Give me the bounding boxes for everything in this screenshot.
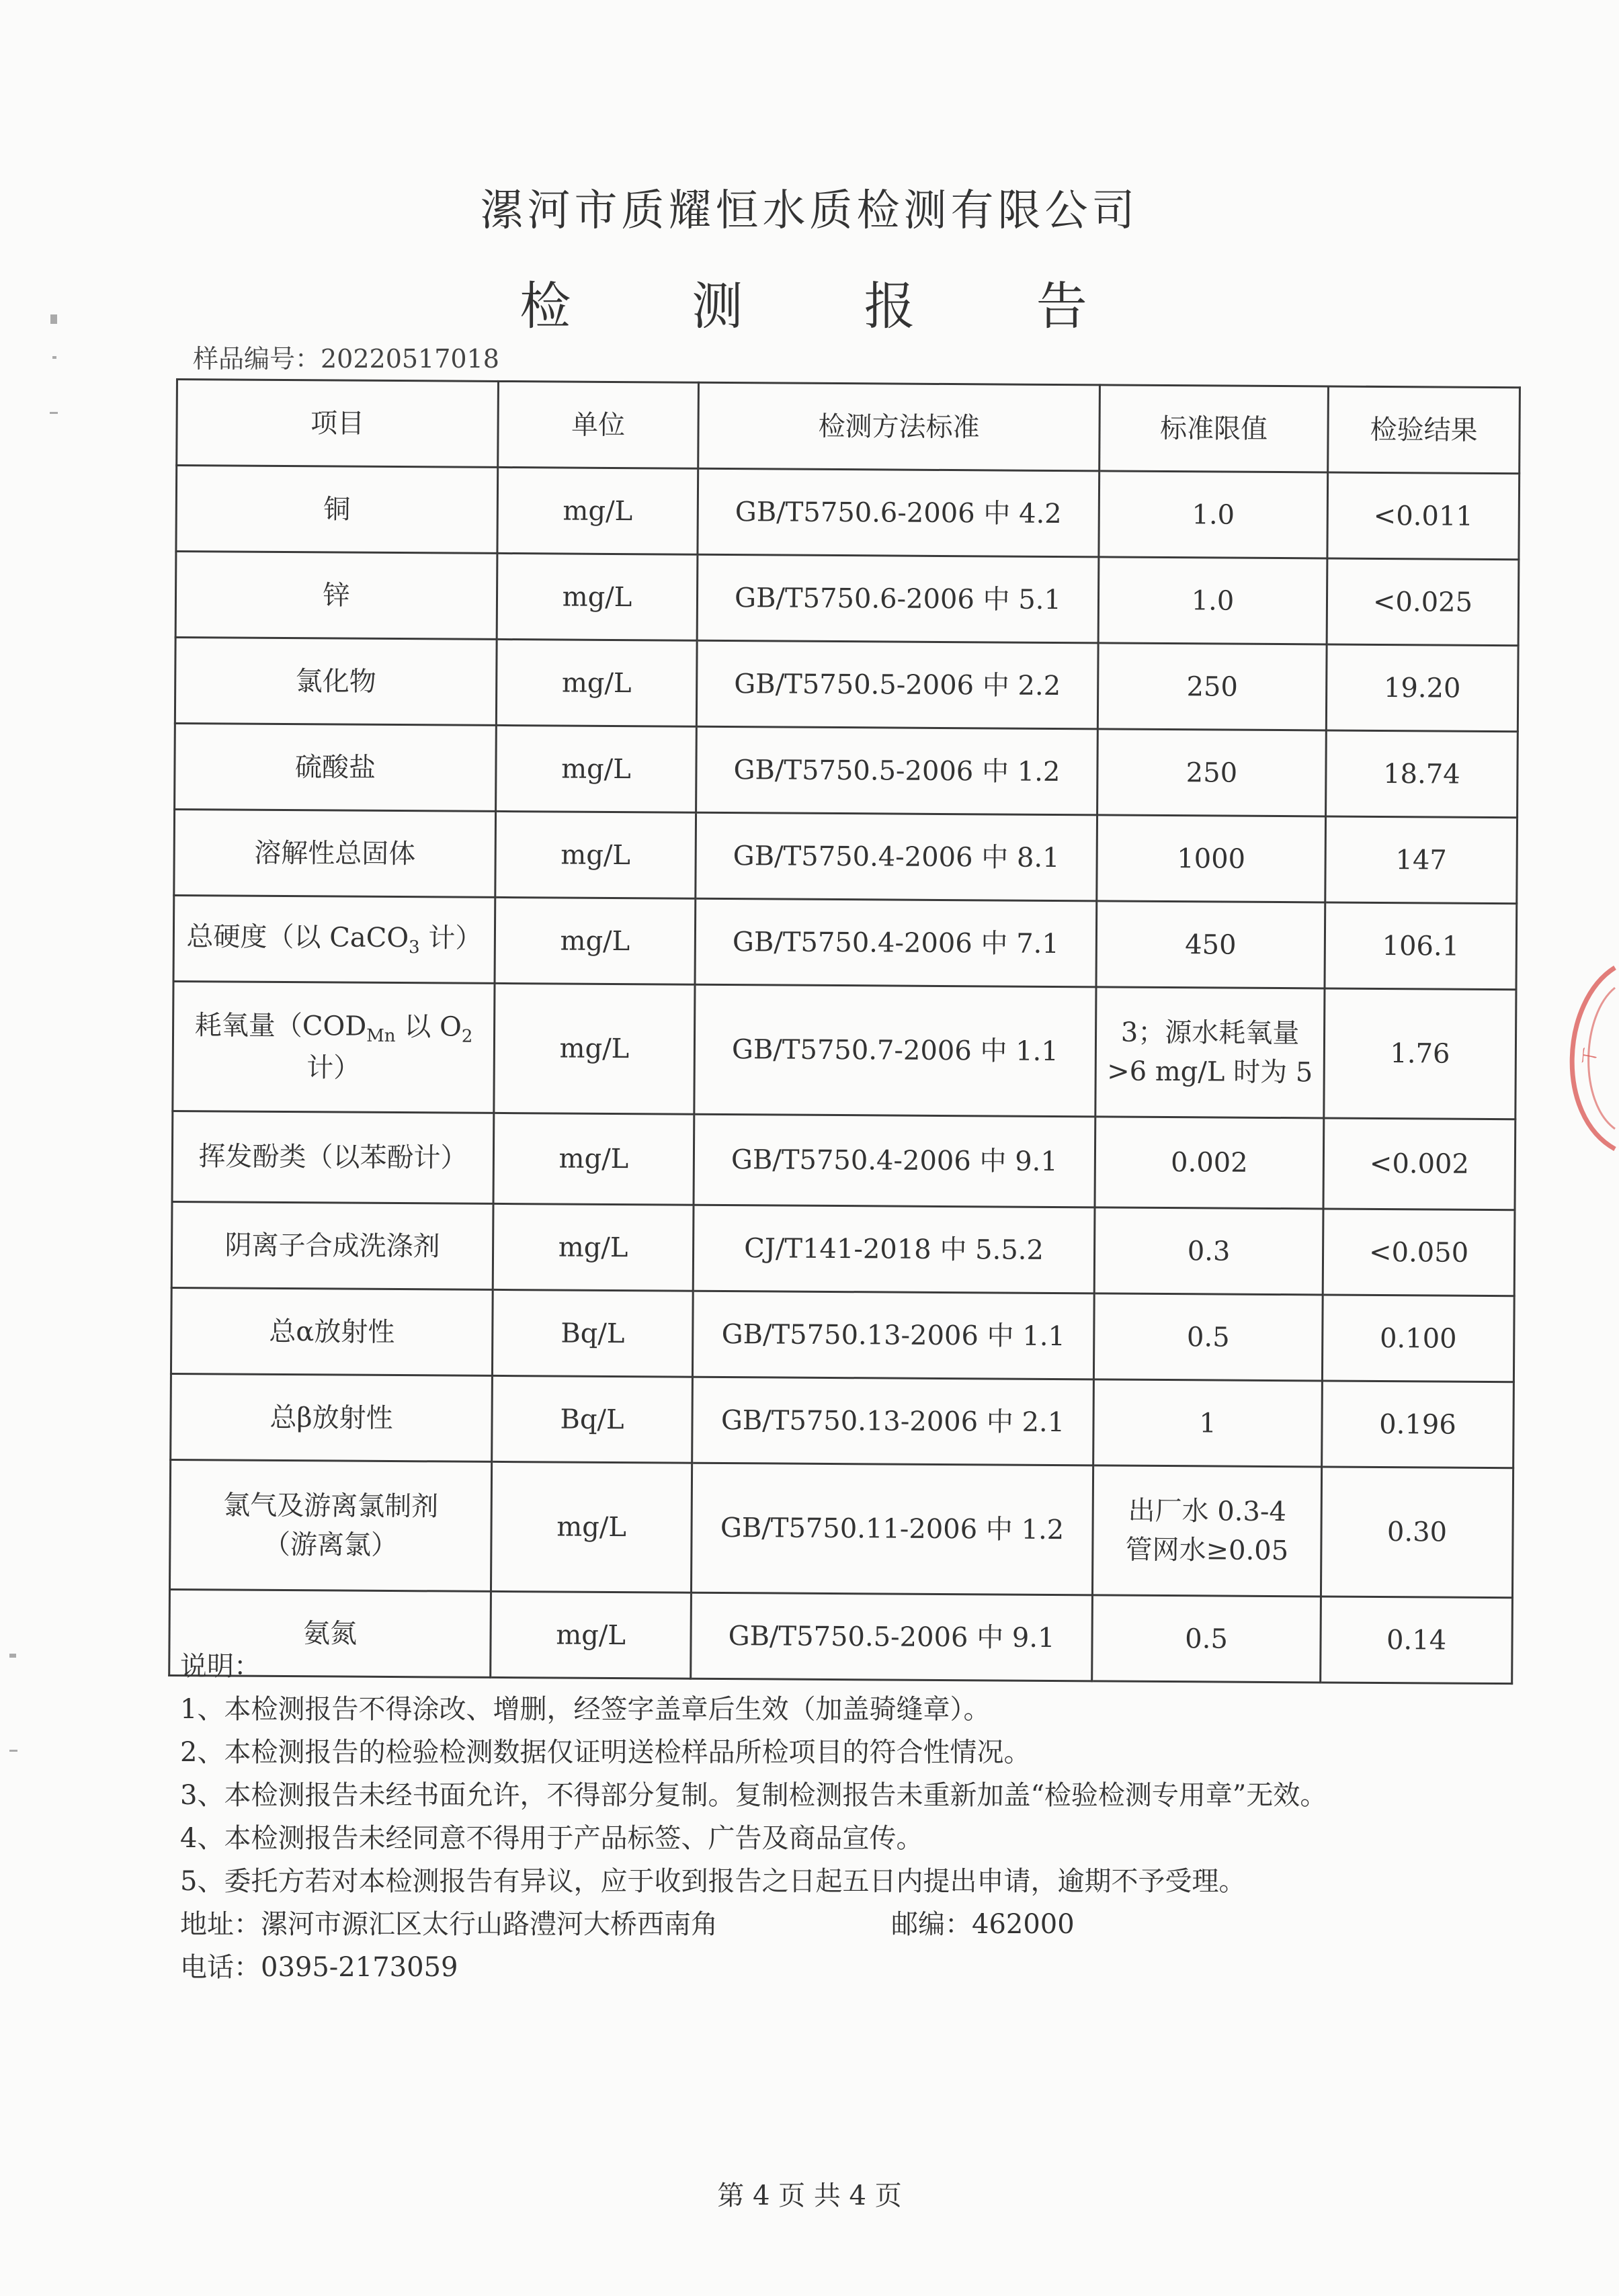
column-header-item: 项目 — [177, 380, 499, 468]
result-cell: <0.050 — [1323, 1209, 1515, 1296]
note-item: 4、本检测报告未经同意不得用于产品标签、广告及商品宣传。 — [180, 1823, 923, 1854]
item-cell: 氯化物 — [175, 638, 497, 726]
method-cell: GB/T5750.4-2006 中 7.1 — [695, 898, 1097, 987]
method-cell: GB/T5750.13-2006 中 1.1 — [692, 1291, 1094, 1379]
limit-cell: 3；源水耗氧量>6 mg/L 时为 5 — [1095, 987, 1325, 1118]
result-cell: 0.14 — [1321, 1597, 1513, 1684]
limit-cell: 250 — [1097, 729, 1327, 816]
limit-cell: 1.0 — [1099, 471, 1328, 558]
table-row — [173, 981, 1516, 1119]
binding-mark — [50, 314, 57, 324]
result-cell: <0.011 — [1327, 472, 1520, 560]
result-cell: 0.100 — [1322, 1295, 1514, 1382]
unit-cell: Bq/L — [492, 1375, 693, 1463]
unit-cell: mg/L — [495, 811, 696, 898]
binding-mark — [52, 356, 56, 359]
method-cell: GB/T5750.13-2006 中 2.1 — [692, 1377, 1094, 1465]
table-row — [171, 1373, 1514, 1468]
table-row — [173, 895, 1517, 989]
item-cell: 总硬度（以 CaCO$_3$ 计） — [173, 895, 495, 983]
note-item: 2、本检测报告的检验检测数据仅证明送检样品所检项目的符合性情况。 — [180, 1737, 1031, 1768]
limit-cell: 0.5 — [1093, 1293, 1323, 1381]
note-item: 3、本检测报告未经书面允许，不得部分复制。复制检测报告未重新加盖“检验检测专用章”无效。 — [180, 1780, 1327, 1811]
address-line — [180, 1903, 1327, 1946]
limit-cell: 1 — [1093, 1379, 1323, 1467]
method-cell: GB/T5750.5-2006 中 9.1 — [691, 1592, 1093, 1681]
item-cell: 氯气及游离氯制剂 （游离氯） — [169, 1459, 491, 1591]
report-title: 检 测 报 告 — [520, 276, 1140, 336]
item-cell: 总α放射性 — [171, 1287, 493, 1375]
result-cell: 0.30 — [1321, 1467, 1513, 1598]
method-cell: CJ/T141-2018 中 5.5.2 — [693, 1205, 1095, 1293]
method-cell: GB/T5750.4-2006 中 8.1 — [696, 812, 1097, 901]
limit-cell: 出厂水 0.3-4 管网水≥0.05 — [1092, 1465, 1321, 1597]
notes-section — [180, 1645, 1327, 1989]
item-cell: 溶解性总固体 — [174, 809, 496, 897]
binding-mark — [50, 412, 58, 414]
note-item: 1、本检测报告不得涂改、增删，经签字盖章后生效（加盖骑缝章）。 — [180, 1694, 991, 1725]
item-cell: 挥发酚类（以苯酚计） — [172, 1111, 494, 1203]
table-row — [175, 552, 1519, 646]
sample-number: 样品编号：20220517018 — [193, 344, 499, 374]
limit-cell: 1.0 — [1098, 557, 1327, 644]
method-cell: GB/T5750.6-2006 中 5.1 — [697, 554, 1099, 643]
result-cell: 18.74 — [1326, 730, 1518, 818]
unit-cell: mg/L — [493, 1113, 694, 1205]
limit-cell: 450 — [1096, 901, 1325, 988]
method-cell: GB/T5750.6-2006 中 4.2 — [698, 468, 1099, 557]
item-cell: 总β放射性 — [171, 1373, 493, 1461]
table-row — [169, 1459, 1513, 1597]
unit-cell: mg/L — [493, 1203, 694, 1291]
unit-cell: mg/L — [495, 897, 696, 984]
company-name: 漯河市质耀恒水质检测有限公司 — [480, 186, 1139, 236]
item-cell: 锌 — [175, 552, 497, 640]
result-cell: 0.196 — [1322, 1381, 1514, 1468]
table-row — [176, 466, 1520, 560]
unit-cell: mg/L — [496, 725, 697, 812]
unit-cell: mg/L — [491, 1461, 692, 1592]
unit-cell: mg/L — [497, 553, 698, 640]
method-cell: GB/T5750.5-2006 中 2.2 — [696, 640, 1098, 729]
column-header-limit: 标准限值 — [1099, 385, 1329, 472]
result-cell: <0.025 — [1327, 558, 1519, 646]
binding-mark — [9, 1750, 17, 1752]
method-cell: GB/T5750.5-2006 中 1.2 — [696, 726, 1098, 815]
binding-mark — [9, 1654, 16, 1658]
item-cell: 耗氧量（$COD_{Mn}$ 以 $O_2$ 计） — [173, 981, 495, 1113]
column-header-result: 检验结果 — [1328, 386, 1520, 474]
table-row — [175, 723, 1518, 817]
notes-heading: 说明： — [180, 1651, 261, 1682]
unit-cell: mg/L — [491, 1591, 692, 1678]
unit-cell: mg/L — [497, 467, 698, 554]
result-cell: 147 — [1325, 816, 1518, 904]
page-number: 第 4 页 共 4 页 — [717, 2180, 902, 2211]
limit-cell: 250 — [1097, 643, 1327, 730]
result-cell: <0.002 — [1323, 1118, 1516, 1210]
method-cell: GB/T5750.11-2006 中 1.2 — [691, 1463, 1093, 1595]
column-header-method: 检测方法标准 — [698, 382, 1100, 471]
postcode: 邮编：462000 — [891, 1909, 1075, 1940]
method-cell: GB/T5750.7-2006 中 1.1 — [694, 984, 1096, 1117]
limit-cell: 0.002 — [1095, 1117, 1324, 1209]
svg-text:ㄒ: ㄒ — [1573, 1042, 1604, 1070]
item-cell: 硫酸盐 — [175, 723, 497, 811]
table-row — [174, 809, 1518, 903]
limit-cell: 0.3 — [1094, 1207, 1323, 1295]
item-cell: 氨氮 — [169, 1589, 491, 1677]
unit-cell: Bq/L — [492, 1289, 693, 1377]
address: 地址：漯河市源汇区太行山路澧河大桥西南角 — [180, 1909, 718, 1940]
limit-cell: 1000 — [1097, 815, 1326, 902]
result-cell: 19.20 — [1326, 644, 1518, 732]
table-header-row — [177, 380, 1520, 474]
method-cell: GB/T5750.4-2006 中 9.1 — [694, 1114, 1095, 1207]
unit-cell: mg/L — [496, 639, 697, 726]
result-cell: 1.76 — [1324, 988, 1516, 1119]
table-row — [171, 1201, 1515, 1295]
seal-stamp-fragment — [1534, 961, 1619, 1156]
results-table — [168, 378, 1521, 1685]
column-header-unit: 单位 — [498, 381, 699, 468]
phone: 电话：0395-2173059 — [180, 1952, 458, 1983]
limit-cell: 0.5 — [1092, 1595, 1321, 1683]
note-item: 5、委托方若对本检测报告有异议，应于收到报告之日起五日内提出申请，逾期不予受理。 — [180, 1866, 1246, 1897]
table-row — [175, 638, 1518, 732]
unit-cell: mg/L — [494, 983, 695, 1114]
item-cell: 阴离子合成洗涤剂 — [171, 1201, 493, 1289]
result-cell: 106.1 — [1325, 902, 1517, 990]
table-row — [172, 1111, 1516, 1209]
item-cell: 铜 — [176, 466, 498, 554]
table-row — [171, 1287, 1514, 1381]
